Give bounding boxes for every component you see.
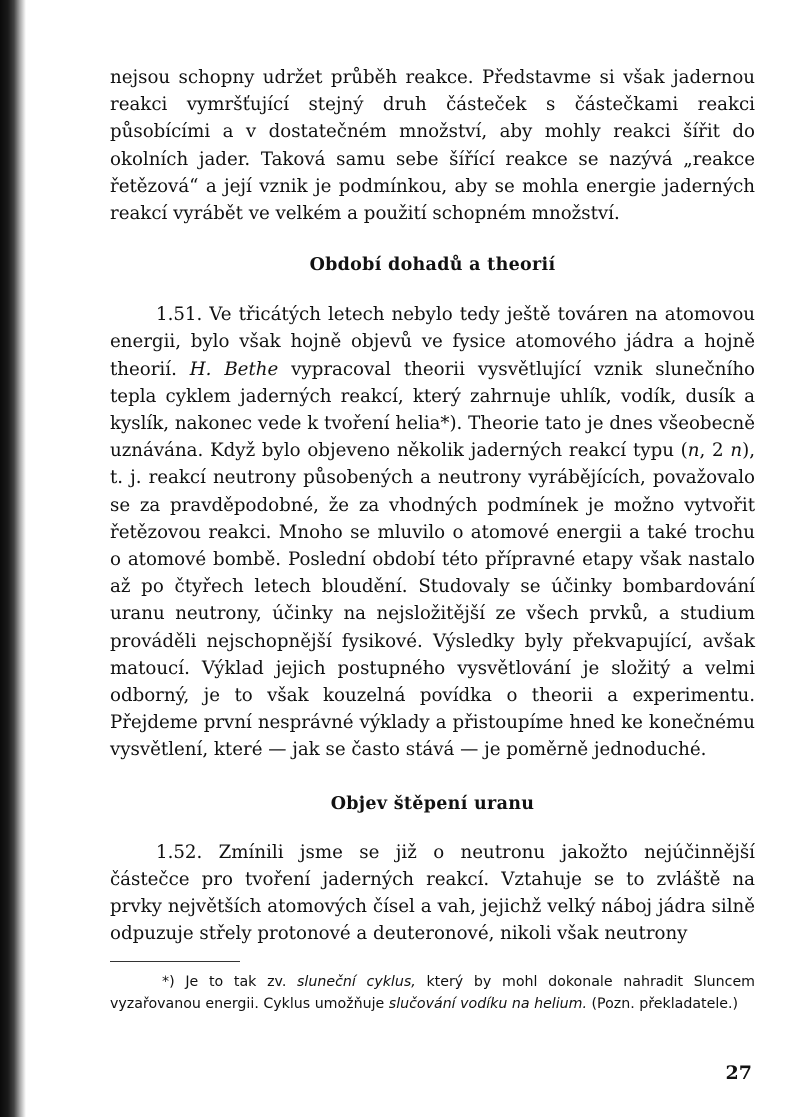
section-heading-1: Období dohadů a theorií [309,255,556,276]
page-number: 27 [725,1062,752,1084]
footnote-text-e: (Pozn. překladatele.) [587,995,739,1012]
para-comma: , 2 [699,440,731,462]
paragraph-1-51 [110,301,755,763]
footnote-term-2: slučování vodíku na helium. [388,995,587,1012]
neutron-symbol-2: n [730,440,743,462]
para-text-mid: vypracoval theorii vysvětlující vznik slunečního tepla cyklem jaderných reakcí, který zahrnuje uhlík, vodík, dusík a kyslík, nakonec vede k tvoření helia*). Theorie tato je dnes všeobecně uznávána. Když bylo objeveno několik jaderných reakcí typu ( [110,358,755,462]
neutron-symbol: n [687,440,700,462]
para-text-end: ), t. j. reakcí neutrony působených a neutrony vyrábějících, považovalo se za pravděpodobné, že za vhodných podmínek je možno vytvořit řetězovou reakci. Mnoho se mluvilo o atomové energii a také trochu o atomové bombě. Poslední období této přípravné etapy však nastalo až po čtyřech letech bloudění. Studovaly se účinky bombardování uranu neutrony, účinky na nejsložitější ze všech prvků, a studium prováděli nejschopnější fysikové. Výsledky byly překvapující, avšak matoucí. Výklad jejich postupného vysvětlování je složitý a velmi odborný, je to však kouzelná povídka o theorii a experimentu. Přejdeme první nesprávné výklady a přistoupíme hned ke konečnému vysvětlení, které — jak se často stává — je poměrně jednoduché. [110,440,755,761]
author-name: H. Bethe [189,358,279,380]
footnote-term-1: sluneční cyklus, [297,974,416,991]
footnote-divider [110,961,240,962]
para-text-start: 1.51. Ve třicátých letech nebylo tedy ještě továren na atomovou energii, bylo však hojně objevů ve fysice atomového jádra a hojně theorií. [110,304,755,380]
book-binding-shadow [0,0,26,1117]
intro-paragraph: nejsou schopny udržet průběh reakce. Představme si však jadernou reakci vymršťující stejný druh částeček s částečkami reakci působícími a v dostatečném množství, aby mohly reakci šířit do okolních jader. Taková samu sebe šířící reakce se nazývá „reakce řetězová“ a její vznik je podmínkou, aby se mohla energie jaderných reakcí vyrábět ve velkém a použití schopném množství. [110,67,755,225]
page-content [110,64,755,1015]
paragraph-1-52: 1.52. Zmínili jsme se již o neutronu jakožto nejúčinnější částečce pro tvoření jaderných reakcí. Vztahuje se to zvláště na prvky největších atomových čísel a vah, jejichž velký náboj jádra silně odpuzuje střely protonové a deuteronové, nikoli však neutrony [110,841,755,945]
footnote-text-a: *) Je to tak zv. [162,974,298,991]
section-heading-2: Objev štěpení uranu [330,793,535,814]
footnote [110,972,755,1015]
footnote-text-c: který by mohl dokonale nahradit Sluncem vyzařovanou energii. Cyklus umožňuje [110,974,755,1012]
